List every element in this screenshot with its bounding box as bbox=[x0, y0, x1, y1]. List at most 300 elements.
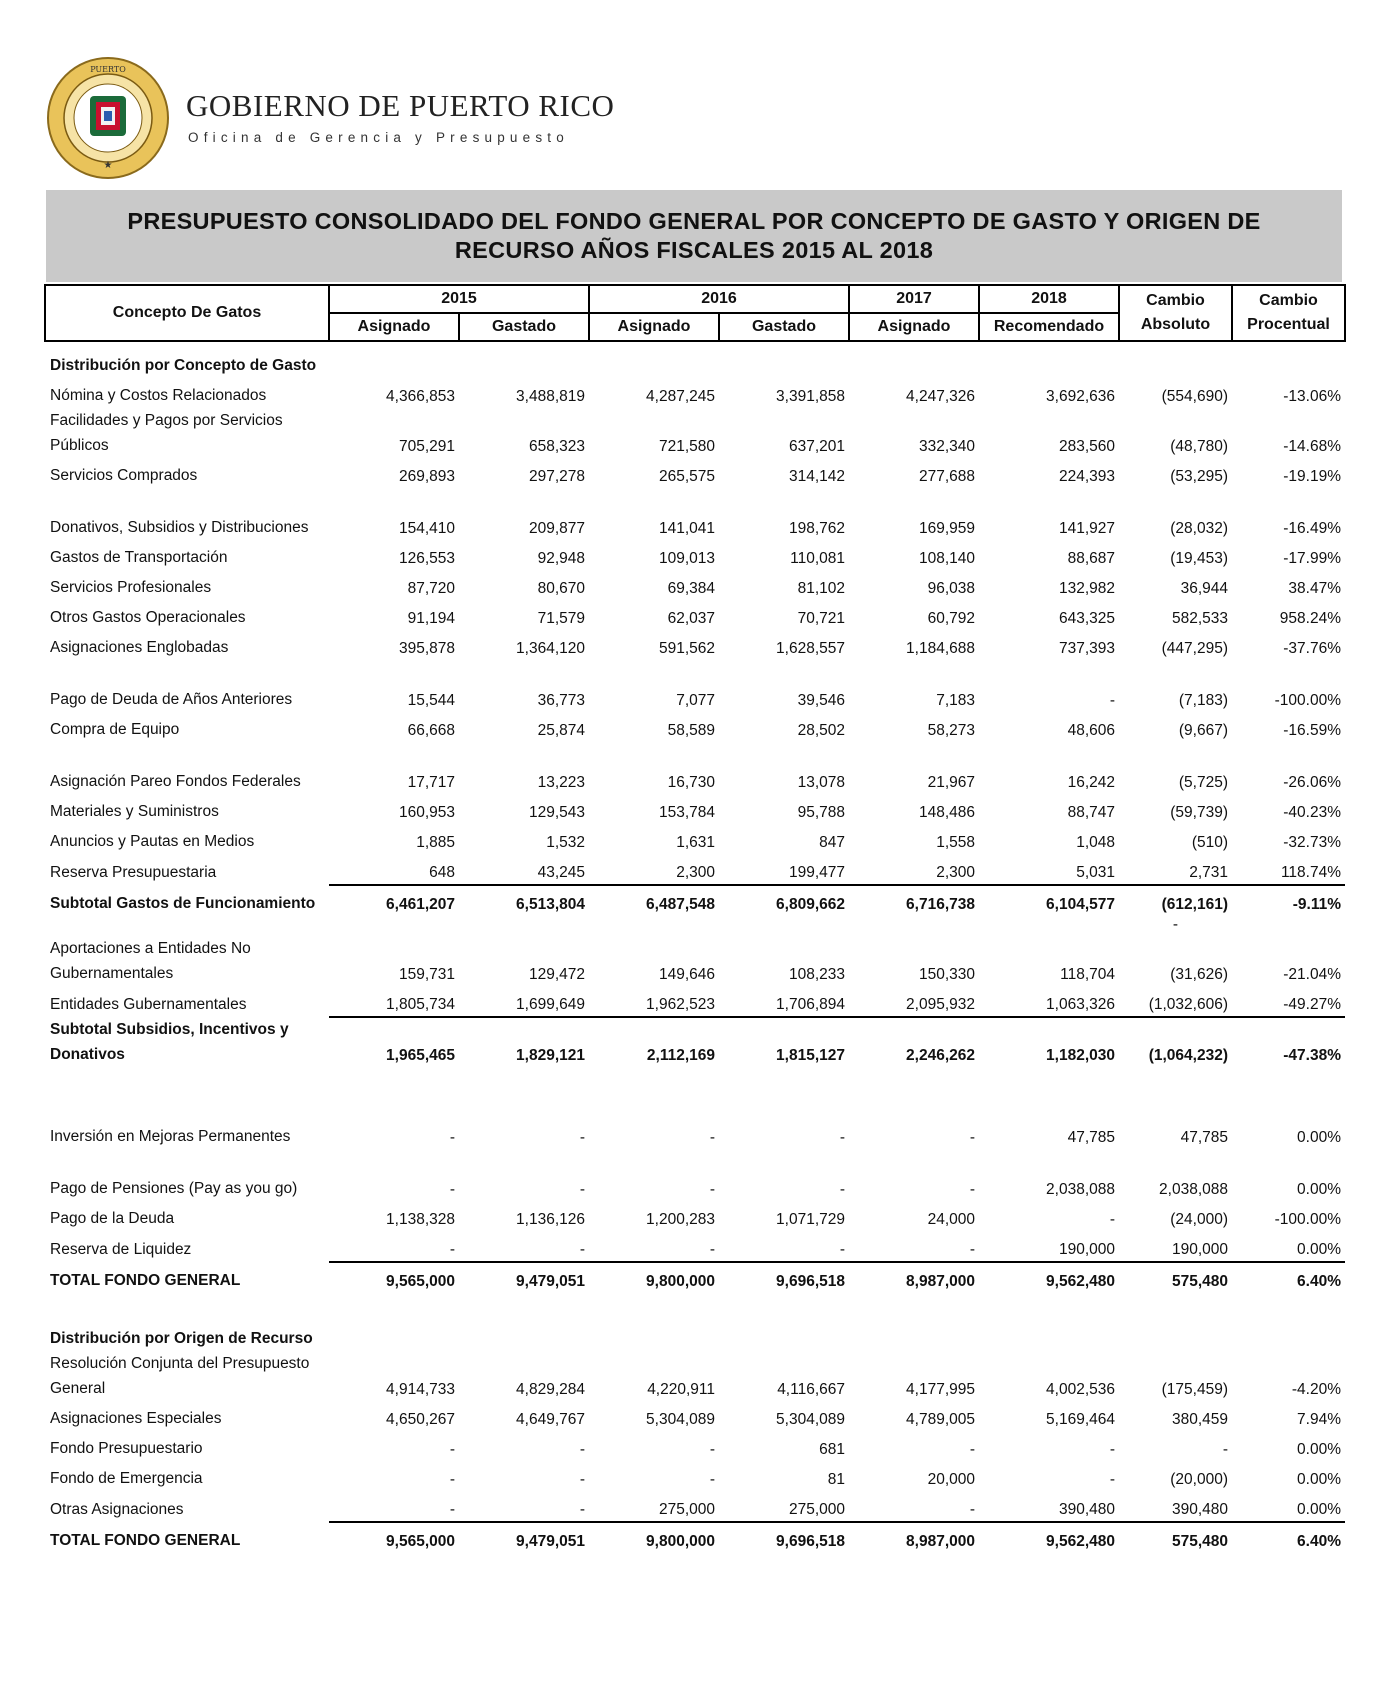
row-value: - bbox=[839, 1129, 845, 1146]
row-value: 265,575 bbox=[658, 468, 715, 485]
row-value: - bbox=[1109, 1441, 1115, 1458]
row-label: Asignaciones Especiales bbox=[50, 1410, 222, 1427]
row-value: (59,739) bbox=[1170, 804, 1228, 821]
section-spacer bbox=[329, 341, 1345, 378]
row-value: 6,716,738 bbox=[849, 885, 979, 916]
row-label: Pago de Deuda de Años Anteriores bbox=[50, 691, 293, 708]
row-label: Asignaciones Englobadas bbox=[50, 639, 229, 656]
row-value: 8,987,000 bbox=[849, 1522, 979, 1553]
header-year-2017: 2017 bbox=[849, 285, 979, 313]
row-value: (1,032,606) bbox=[1148, 996, 1228, 1013]
spacer-row bbox=[45, 660, 1345, 682]
row-label: Gastos de Transportación bbox=[50, 549, 228, 566]
note-spacer bbox=[589, 916, 719, 936]
row-value: 129,472 bbox=[528, 966, 585, 983]
row-value: 1,532 bbox=[546, 834, 585, 851]
row-value: 1,699,649 bbox=[516, 996, 585, 1013]
row-value: 5,031 bbox=[1076, 864, 1115, 881]
row-value: 6,487,548 bbox=[589, 885, 719, 916]
note-spacer bbox=[849, 916, 979, 936]
header-cambio-procentual bbox=[1232, 285, 1345, 341]
section-title: Distribución por Origen de Recurso bbox=[50, 1330, 313, 1347]
row-value: 0.00% bbox=[1297, 1501, 1341, 1518]
table-row bbox=[45, 986, 1345, 1017]
row-value: 209,877 bbox=[528, 520, 585, 537]
spacer-cell bbox=[45, 742, 1345, 764]
row-value: 582,533 bbox=[1171, 610, 1228, 627]
note-spacer bbox=[45, 916, 329, 936]
row-value: -100.00% bbox=[1274, 692, 1341, 709]
row-value: - bbox=[449, 1471, 455, 1488]
row-value: 269,893 bbox=[398, 468, 455, 485]
row-value: 380,459 bbox=[1171, 1411, 1228, 1428]
row-value: -13.06% bbox=[1283, 388, 1341, 405]
row-value: 36,944 bbox=[1180, 580, 1228, 597]
row-value: (53,295) bbox=[1170, 468, 1228, 485]
total-fondo-general-row bbox=[45, 1262, 1345, 1293]
note-spacer bbox=[719, 916, 849, 936]
row-value: 6,809,662 bbox=[719, 885, 849, 916]
row-value: 71,579 bbox=[537, 610, 585, 627]
row-value: -14.68% bbox=[1283, 438, 1341, 455]
header-2017-asignado: Asignado bbox=[849, 313, 979, 341]
table-row bbox=[45, 1351, 1345, 1401]
row-value: 154,410 bbox=[398, 520, 455, 537]
row-value: 4,914,733 bbox=[386, 1381, 455, 1398]
table-row bbox=[45, 570, 1345, 600]
table-row bbox=[45, 458, 1345, 488]
row-value: 9,800,000 bbox=[589, 1262, 719, 1293]
row-value: 70,721 bbox=[797, 610, 845, 627]
row-value: 36,773 bbox=[537, 692, 585, 709]
row-value: (175,459) bbox=[1161, 1381, 1228, 1398]
row-value: 149,646 bbox=[658, 966, 715, 983]
row-value: - bbox=[1109, 1471, 1115, 1488]
row-value: 190,000 bbox=[1171, 1241, 1228, 1258]
row-value: 1,706,894 bbox=[776, 996, 845, 1013]
row-value: (447,295) bbox=[1161, 640, 1228, 657]
row-value: 847 bbox=[819, 834, 845, 851]
row-value: - bbox=[969, 1241, 975, 1258]
row-value: 1,136,126 bbox=[516, 1211, 585, 1228]
row-value: 6.40% bbox=[1232, 1522, 1345, 1553]
row-value: 275,000 bbox=[658, 1501, 715, 1518]
row-value: 2,300 bbox=[676, 864, 715, 881]
row-value: 643,325 bbox=[1058, 610, 1115, 627]
row-value: 141,927 bbox=[1058, 520, 1115, 537]
row-value: 5,304,089 bbox=[646, 1411, 715, 1428]
row-value: 109,013 bbox=[658, 550, 715, 567]
row-value: 60,792 bbox=[927, 610, 975, 627]
header-cambio-procentual-line2: Procentual bbox=[1247, 316, 1330, 333]
subtotal-subsidios-row bbox=[45, 1017, 1345, 1067]
row-value: 81 bbox=[827, 1471, 845, 1488]
table-row bbox=[45, 1231, 1345, 1262]
row-value: -21.04% bbox=[1283, 966, 1341, 983]
row-value: -16.59% bbox=[1283, 722, 1341, 739]
spacer-row bbox=[45, 1067, 1345, 1119]
spacer-cell bbox=[45, 1293, 1345, 1315]
table-row bbox=[45, 1401, 1345, 1431]
row-value: 129,543 bbox=[528, 804, 585, 821]
row-value: (5,725) bbox=[1178, 774, 1228, 791]
row-value: - bbox=[969, 1441, 975, 1458]
row-value: 277,688 bbox=[918, 468, 975, 485]
row-value: 13,223 bbox=[537, 774, 585, 791]
row-value: 24,000 bbox=[927, 1211, 975, 1228]
row-value: 1,063,326 bbox=[1046, 996, 1115, 1013]
row-value: 58,589 bbox=[667, 722, 715, 739]
row-value: 4,177,995 bbox=[906, 1381, 975, 1398]
row-value: 110,081 bbox=[790, 550, 845, 567]
row-value: 4,287,245 bbox=[646, 388, 715, 405]
row-value: 1,829,121 bbox=[459, 1017, 589, 1067]
row-value: 16,730 bbox=[667, 774, 715, 791]
row-value: 81,102 bbox=[797, 580, 845, 597]
row-value: 87,720 bbox=[407, 580, 455, 597]
row-value: 88,747 bbox=[1067, 804, 1115, 821]
row-value: -100.00% bbox=[1274, 1211, 1341, 1228]
row-value: 2,095,932 bbox=[906, 996, 975, 1013]
row-value: (1,064,232) bbox=[1119, 1017, 1232, 1067]
row-value: -32.73% bbox=[1283, 834, 1341, 851]
row-value: - bbox=[579, 1471, 585, 1488]
row-label: Subtotal Subsidios, Incentivos y Donativos bbox=[50, 1021, 289, 1063]
row-value: 721,580 bbox=[658, 438, 715, 455]
row-value: 958.24% bbox=[1279, 610, 1341, 627]
note-spacer bbox=[459, 916, 589, 936]
row-value: - bbox=[579, 1441, 585, 1458]
row-value: 0.00% bbox=[1297, 1441, 1341, 1458]
row-value: - bbox=[969, 1181, 975, 1198]
row-value: 637,201 bbox=[788, 438, 845, 455]
row-value: (7,183) bbox=[1178, 692, 1228, 709]
header-2015-asignado: Asignado bbox=[329, 313, 459, 341]
row-label: Reserva de Liquidez bbox=[50, 1241, 192, 1258]
row-value: -49.27% bbox=[1283, 996, 1341, 1013]
row-value: 8,987,000 bbox=[849, 1262, 979, 1293]
row-value: 21,967 bbox=[927, 774, 975, 791]
row-value: 6,461,207 bbox=[329, 885, 459, 916]
row-value: 159,731 bbox=[398, 966, 455, 983]
row-value: 591,562 bbox=[658, 640, 715, 657]
row-value: - bbox=[969, 1501, 975, 1518]
spacer-cell bbox=[45, 488, 1345, 510]
row-label: Otros Gastos Operacionales bbox=[50, 609, 246, 626]
table-row bbox=[45, 682, 1345, 712]
row-value: 96,038 bbox=[927, 580, 975, 597]
row-value: - bbox=[839, 1241, 845, 1258]
row-value: - bbox=[839, 1181, 845, 1198]
row-value: - bbox=[449, 1129, 455, 1146]
row-label: TOTAL FONDO GENERAL bbox=[50, 1532, 241, 1549]
row-value: - bbox=[449, 1501, 455, 1518]
row-value: 390,480 bbox=[1171, 1501, 1228, 1518]
row-value: 25,874 bbox=[537, 722, 585, 739]
table-row bbox=[45, 1491, 1345, 1522]
row-value: 66,668 bbox=[407, 722, 455, 739]
row-label: Reserva Presupuestaria bbox=[50, 864, 217, 881]
spacer-cell bbox=[45, 1149, 1345, 1171]
row-value: 9,565,000 bbox=[329, 1522, 459, 1553]
row-value: 658,323 bbox=[528, 438, 585, 455]
header-concept: Concepto De Gatos bbox=[45, 285, 329, 341]
row-value: 0.00% bbox=[1297, 1471, 1341, 1488]
row-label: Donativos, Subsidios y Distribuciones bbox=[50, 519, 309, 536]
row-value: 148,486 bbox=[918, 804, 975, 821]
table-row bbox=[45, 854, 1345, 885]
row-value: 2,038,088 bbox=[1046, 1181, 1115, 1198]
section-title: Distribución por Concepto de Gasto bbox=[50, 357, 317, 374]
row-value: (28,032) bbox=[1170, 520, 1228, 537]
row-value: (19,453) bbox=[1170, 550, 1228, 567]
row-value: 275,000 bbox=[788, 1501, 845, 1518]
row-value: 2,731 bbox=[1189, 864, 1228, 881]
row-value: 283,560 bbox=[1058, 438, 1115, 455]
table-row bbox=[45, 1201, 1345, 1231]
row-value: - bbox=[1222, 1441, 1228, 1458]
row-value: 4,116,667 bbox=[777, 1381, 845, 1398]
row-value: -17.99% bbox=[1283, 550, 1341, 567]
row-value: 15,544 bbox=[407, 692, 455, 709]
row-value: 4,002,536 bbox=[1046, 1381, 1115, 1398]
row-value: 4,366,853 bbox=[386, 388, 455, 405]
row-value: (48,780) bbox=[1170, 438, 1228, 455]
row-value: - bbox=[709, 1129, 715, 1146]
row-value: 58,273 bbox=[927, 722, 975, 739]
row-value: - bbox=[449, 1241, 455, 1258]
header-cambio-absoluto-line1: Cambio bbox=[1146, 292, 1205, 309]
row-value: -16.49% bbox=[1283, 520, 1341, 537]
row-value: 681 bbox=[819, 1441, 845, 1458]
row-value: 20,000 bbox=[927, 1471, 975, 1488]
header-year-2015: 2015 bbox=[329, 285, 589, 313]
subtotal-gastos-funcionamiento-row bbox=[45, 885, 1345, 916]
row-label: Entidades Gubernamentales bbox=[50, 996, 247, 1013]
row-value: 332,340 bbox=[918, 438, 975, 455]
section-concepto-de-gasto bbox=[45, 341, 1345, 378]
row-value: 314,142 bbox=[788, 468, 845, 485]
row-value: - bbox=[709, 1241, 715, 1258]
row-value: 1,965,465 bbox=[329, 1017, 459, 1067]
table-row bbox=[45, 1461, 1345, 1491]
row-value: -47.38% bbox=[1232, 1017, 1345, 1067]
header-cambio-absoluto-line2: Absoluto bbox=[1140, 316, 1211, 333]
row-value: -40.23% bbox=[1283, 804, 1341, 821]
table-row bbox=[45, 794, 1345, 824]
row-value: 575,480 bbox=[1119, 1522, 1232, 1553]
row-value: 6,513,804 bbox=[459, 885, 589, 916]
header-year-2018: 2018 bbox=[979, 285, 1119, 313]
row-value: 47,785 bbox=[1180, 1129, 1228, 1146]
spacer-row bbox=[45, 1293, 1345, 1315]
row-value: 3,488,819 bbox=[516, 388, 585, 405]
row-label: Servicios Comprados bbox=[50, 467, 198, 484]
row-label: Compra de Equipo bbox=[50, 721, 180, 738]
header-year-2016: 2016 bbox=[589, 285, 849, 313]
header-2016-asignado: Asignado bbox=[589, 313, 719, 341]
subtotal-note-row bbox=[45, 916, 1345, 936]
note-spacer bbox=[329, 916, 459, 936]
row-value: 2,038,088 bbox=[1159, 1181, 1228, 1198]
spacer-row bbox=[45, 488, 1345, 510]
row-value: 1,805,734 bbox=[386, 996, 455, 1013]
row-value: 1,885 bbox=[416, 834, 455, 851]
row-value: 39,546 bbox=[797, 692, 845, 709]
row-value: 16,242 bbox=[1067, 774, 1115, 791]
row-value: - bbox=[449, 1441, 455, 1458]
row-value: 1,138,328 bbox=[386, 1211, 455, 1228]
row-value: 1,631 bbox=[676, 834, 715, 851]
row-value: 88,687 bbox=[1067, 550, 1115, 567]
table-row bbox=[45, 1431, 1345, 1461]
row-value: - bbox=[579, 1129, 585, 1146]
row-value: - bbox=[449, 1181, 455, 1198]
row-value: 153,784 bbox=[658, 804, 715, 821]
row-value: (510) bbox=[1191, 834, 1228, 851]
row-value: 6.40% bbox=[1232, 1262, 1345, 1293]
row-label: Anuncios y Pautas en Medios bbox=[50, 833, 255, 850]
puerto-rico-seal-icon bbox=[46, 56, 170, 180]
row-value: 1,048 bbox=[1076, 834, 1115, 851]
table-row bbox=[45, 408, 1345, 458]
row-value: - bbox=[1109, 692, 1115, 709]
row-value: 5,169,464 bbox=[1046, 1411, 1115, 1428]
row-value: 9,562,480 bbox=[979, 1262, 1119, 1293]
row-value: 80,670 bbox=[537, 580, 585, 597]
row-label: Resolución Conjunta del Presupuesto General bbox=[50, 1355, 310, 1397]
row-label: Pago de la Deuda bbox=[50, 1210, 175, 1227]
row-value: 9,800,000 bbox=[589, 1522, 719, 1553]
row-value: 9,696,518 bbox=[719, 1522, 849, 1553]
row-value: 92,948 bbox=[537, 550, 585, 567]
row-value: - bbox=[579, 1181, 585, 1198]
budget-table-body bbox=[45, 341, 1345, 1553]
table-row bbox=[45, 1119, 1345, 1149]
row-value: -9.11% bbox=[1232, 885, 1345, 916]
row-value: - bbox=[579, 1241, 585, 1258]
row-value: 6,104,577 bbox=[979, 885, 1119, 916]
row-value: 4,649,767 bbox=[516, 1411, 585, 1428]
table-row bbox=[45, 600, 1345, 630]
row-value: 62,037 bbox=[667, 610, 715, 627]
spacer-row bbox=[45, 1149, 1345, 1171]
government-title: GOBIERNO DE PUERTO RICO bbox=[186, 88, 615, 123]
row-value: -19.19% bbox=[1283, 468, 1341, 485]
table-row bbox=[45, 540, 1345, 570]
subtotal-note: - bbox=[1172, 916, 1179, 933]
row-value: 7.94% bbox=[1297, 1411, 1341, 1428]
row-value: 150,330 bbox=[918, 966, 975, 983]
table-row bbox=[45, 824, 1345, 854]
budget-table bbox=[44, 284, 1346, 1553]
row-value: 297,278 bbox=[528, 468, 585, 485]
row-label: Nómina y Costos Relacionados bbox=[50, 387, 267, 404]
row-label: Aportaciones a Entidades No Gubernamentales bbox=[50, 940, 251, 982]
row-value: (31,626) bbox=[1170, 966, 1228, 983]
row-value: 9,562,480 bbox=[979, 1522, 1119, 1553]
total-fondo-general-row-2 bbox=[45, 1522, 1345, 1553]
row-value: 43,245 bbox=[537, 864, 585, 881]
row-value: 1,558 bbox=[936, 834, 975, 851]
row-label: Fondo de Emergencia bbox=[50, 1470, 203, 1487]
row-value: 1,071,729 bbox=[776, 1211, 845, 1228]
row-value: 132,982 bbox=[1058, 580, 1115, 597]
row-value: - bbox=[709, 1471, 715, 1488]
row-value: 0.00% bbox=[1297, 1181, 1341, 1198]
row-value: (20,000) bbox=[1170, 1471, 1228, 1488]
row-value: 7,183 bbox=[936, 692, 975, 709]
row-value: 648 bbox=[429, 864, 455, 881]
row-label: Pago de Pensiones (Pay as you go) bbox=[50, 1180, 298, 1197]
row-label: Materiales y Suministros bbox=[50, 803, 219, 820]
row-value: 575,480 bbox=[1119, 1262, 1232, 1293]
row-value: (9,667) bbox=[1178, 722, 1228, 739]
row-value: 28,502 bbox=[797, 722, 845, 739]
row-value: 4,247,326 bbox=[906, 388, 975, 405]
row-value: 7,077 bbox=[676, 692, 715, 709]
svg-text:PUERTO: PUERTO bbox=[90, 65, 126, 74]
row-value: -37.76% bbox=[1283, 640, 1341, 657]
row-value: 390,480 bbox=[1058, 1501, 1115, 1518]
spacer-cell bbox=[45, 660, 1345, 682]
header-cambio-procentual-line1: Cambio bbox=[1259, 292, 1318, 309]
row-label: TOTAL FONDO GENERAL bbox=[50, 1272, 241, 1289]
row-value: 4,829,284 bbox=[516, 1381, 585, 1398]
svg-text:★: ★ bbox=[103, 160, 113, 171]
row-value: (554,690) bbox=[1161, 388, 1228, 405]
row-value: - bbox=[709, 1181, 715, 1198]
row-value: 2,246,262 bbox=[849, 1017, 979, 1067]
row-label: Otras Asignaciones bbox=[50, 1501, 184, 1518]
table-row bbox=[45, 510, 1345, 540]
row-value: 118,704 bbox=[1060, 966, 1115, 983]
row-value: 4,220,911 bbox=[647, 1381, 715, 1398]
report-title: PRESUPUESTO CONSOLIDADO DEL FONDO GENERAL POR CONCEPTO DE GASTO Y ORIGEN DE RECURSO AÑOS FISCALES 2015 AL 2018 bbox=[127, 208, 1261, 263]
row-value: 737,393 bbox=[1058, 640, 1115, 657]
row-value: 9,696,518 bbox=[719, 1262, 849, 1293]
table-row bbox=[45, 712, 1345, 742]
row-value: 9,479,051 bbox=[459, 1262, 589, 1293]
row-value: 705,291 bbox=[398, 438, 455, 455]
row-value: 1,815,127 bbox=[719, 1017, 849, 1067]
header-2018-recomendado: Recomendado bbox=[979, 313, 1119, 341]
row-value: 169,959 bbox=[918, 520, 975, 537]
row-value: 108,140 bbox=[918, 550, 975, 567]
row-value: 198,762 bbox=[788, 520, 845, 537]
government-subtitle: Oficina de Gerencia y Presupuesto bbox=[188, 130, 569, 145]
table-row bbox=[45, 936, 1345, 986]
row-value: 1,184,688 bbox=[906, 640, 975, 657]
row-value: 13,078 bbox=[797, 774, 845, 791]
row-value: - bbox=[579, 1501, 585, 1518]
row-value: - bbox=[969, 1129, 975, 1146]
section-origen-de-recurso bbox=[45, 1315, 1345, 1351]
row-label: Inversión en Mejoras Permanentes bbox=[50, 1128, 291, 1145]
row-value: 2,300 bbox=[936, 864, 975, 881]
row-label: Subtotal Gastos de Funcionamiento bbox=[50, 895, 316, 912]
row-value: 108,233 bbox=[788, 966, 845, 983]
row-label: Fondo Presupuestario bbox=[50, 1440, 203, 1457]
row-label: Asignación Pareo Fondos Federales bbox=[50, 773, 301, 790]
note-spacer bbox=[979, 916, 1119, 936]
header-2015-gastado: Gastado bbox=[459, 313, 589, 341]
row-label: Servicios Profesionales bbox=[50, 579, 212, 596]
table-row bbox=[45, 764, 1345, 794]
row-value: 4,650,267 bbox=[386, 1411, 455, 1428]
row-value: 48,606 bbox=[1067, 722, 1115, 739]
row-value: 1,628,557 bbox=[776, 640, 845, 657]
